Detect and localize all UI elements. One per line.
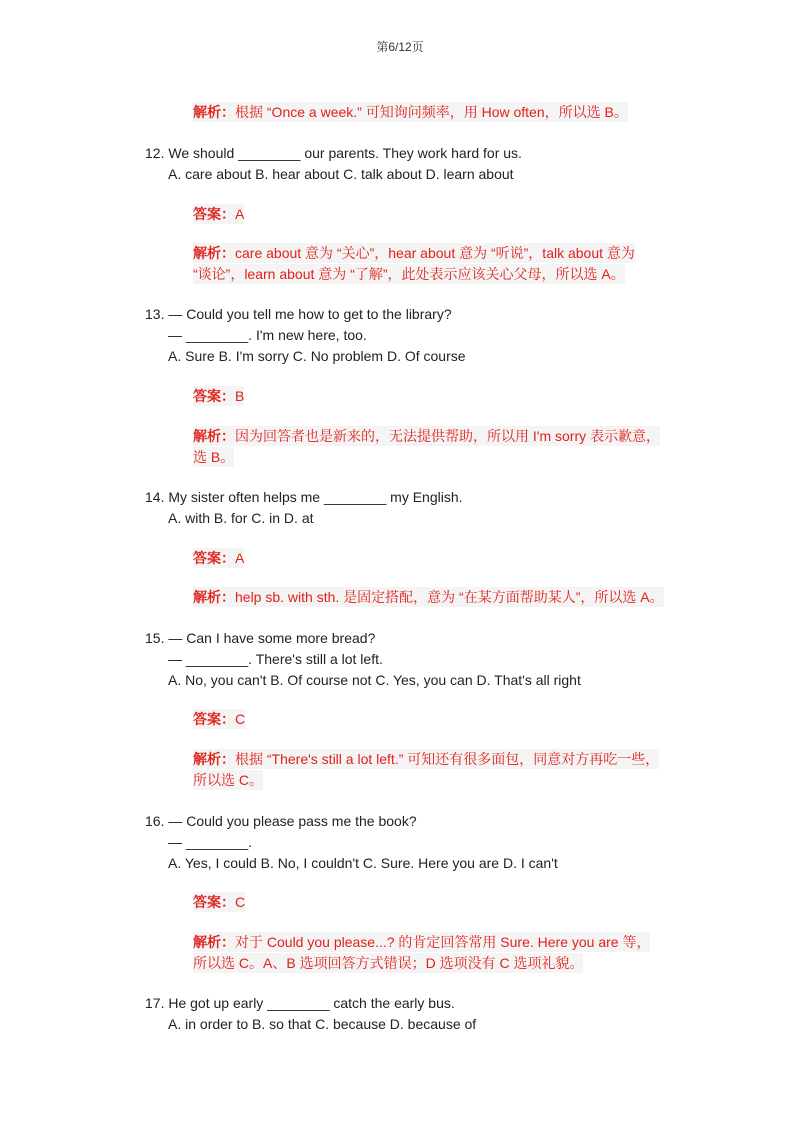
explanation-line: 解析：help sb. with sth. 是固定搭配，意为 “在某方面帮助某人”，所以选 A。 bbox=[193, 589, 664, 605]
question-options: A. No, you can't B. Of course not C. Yes, you can D. That's all right bbox=[168, 672, 581, 688]
question-stem: 13. — Could you tell me how to get to the library? bbox=[145, 306, 452, 322]
question-options: A. with B. for C. in D. at bbox=[168, 510, 314, 526]
question-options: A. Sure B. I'm sorry C. No problem D. Of course bbox=[168, 348, 466, 364]
answer-label: 答案： bbox=[193, 388, 235, 404]
page-header: 第6/12页 bbox=[376, 40, 424, 54]
explanation-line: 所以选 C。A、B 选项回答方式错误；D 选项没有 C 选项礼貌。 bbox=[193, 955, 584, 971]
answer-value: A bbox=[235, 206, 245, 222]
answer-label: 答案： bbox=[193, 550, 235, 566]
answer-label: 答案： bbox=[193, 894, 235, 910]
explanation-line: 解析：care about 意为 “关心”，hear about 意为 “听说”，talk about 意为 bbox=[193, 245, 635, 261]
question-stem: 12. We should ________ our parents. They work hard for us. bbox=[145, 145, 522, 161]
question-number: 13. bbox=[145, 306, 165, 322]
question-stem-line: — ________. There's still a lot left. bbox=[168, 651, 383, 667]
explanation-line: 解析：根据 “There's still a lot left.” 可知还有很多面包，同意对方再吃一些， bbox=[193, 751, 660, 767]
answer-label: 答案： bbox=[193, 711, 235, 727]
question-stem: 17. He got up early ________ catch the early bus. bbox=[145, 995, 455, 1011]
explanation-label: 解析： bbox=[193, 589, 235, 605]
explanation-line: 选 B。 bbox=[193, 449, 235, 465]
explanation-label: 解析： bbox=[193, 245, 235, 261]
question-number: 16. bbox=[145, 813, 165, 829]
answer-value: A bbox=[235, 550, 245, 566]
answer-label: 答案： bbox=[193, 206, 235, 222]
question-stem-line: — ________. bbox=[168, 834, 253, 850]
question-stem: 14. My sister often helps me ________ my English. bbox=[145, 489, 463, 505]
question-number: 14. bbox=[145, 489, 165, 505]
explanation-line: 所以选 C。 bbox=[193, 772, 263, 788]
question-stem: 16. — Could you please pass me the book? bbox=[145, 813, 417, 829]
question-stem-line: — ________. I'm new here, too. bbox=[168, 327, 367, 343]
explanation-label: 解析： bbox=[193, 934, 235, 950]
question-options: A. in order to B. so that C. because D. because of bbox=[168, 1016, 477, 1032]
explanation-label: 解析： bbox=[193, 428, 235, 444]
answer-value: C bbox=[235, 894, 246, 910]
answer-value: B bbox=[235, 388, 245, 404]
answer-line bbox=[193, 892, 245, 912]
answer-line bbox=[193, 709, 245, 729]
question-options: A. Yes, I could B. No, I couldn't C. Sure. Here you are D. I can't bbox=[168, 855, 558, 871]
explanation-line: “谈论”，learn about 意为 “了解”，此处表示应该关心父母，所以选 A。 bbox=[193, 266, 625, 282]
explanation-line: 解析：对于 Could you please...? 的肯定回答常用 Sure. Here you are 等， bbox=[193, 934, 651, 950]
explanation-line: 解析：因为回答者也是新来的，无法提供帮助，所以用 I'm sorry 表示歉意， bbox=[193, 428, 661, 444]
question-options: A. care about B. hear about C. talk about D. learn about bbox=[168, 166, 514, 182]
question-number: 15. bbox=[145, 630, 165, 646]
question-number: 12. bbox=[145, 145, 165, 161]
explanation-label: 解析： bbox=[193, 751, 235, 767]
answer-line bbox=[193, 548, 244, 568]
answer-value: C bbox=[235, 711, 246, 727]
question-stem: 15. — Can I have some more bread? bbox=[145, 630, 376, 646]
answer-line bbox=[193, 386, 244, 406]
explanation-label: 解析： bbox=[193, 104, 235, 120]
question-number: 17. bbox=[145, 995, 165, 1011]
explanation-line: 解析：根据 “Once a week.” 可知询问频率，用 How often，所以选 B。 bbox=[193, 104, 628, 120]
answer-line bbox=[193, 204, 244, 224]
